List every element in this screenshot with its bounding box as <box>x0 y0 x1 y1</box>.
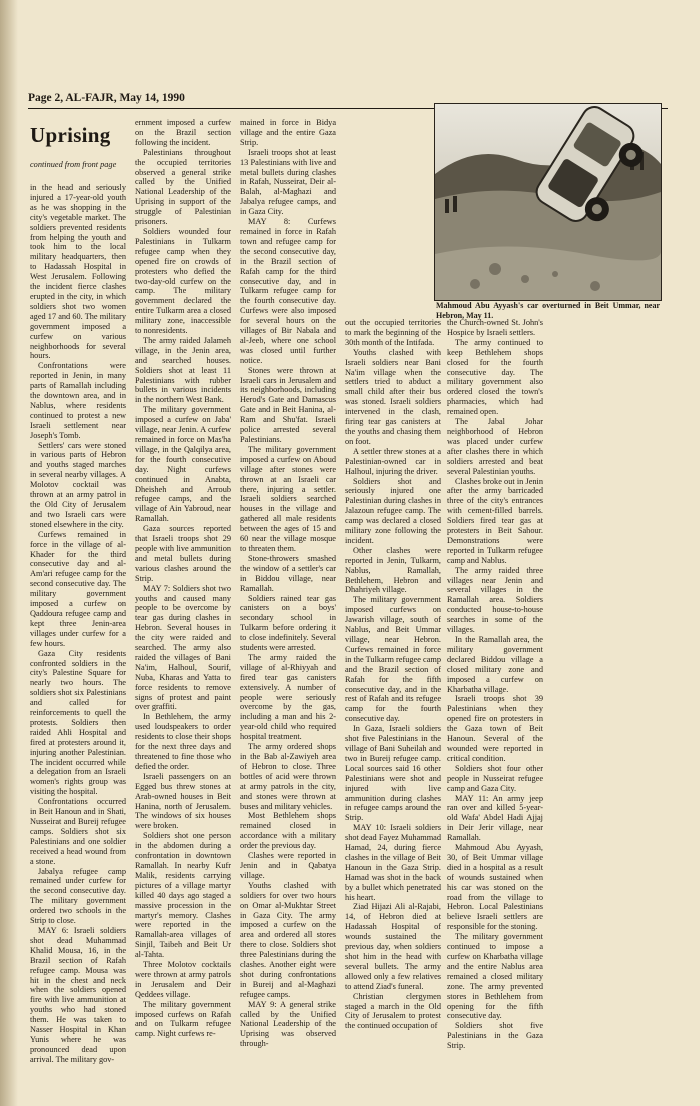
article-paragraph: Settlers' cars were stoned in various parts of Hebron and youths staged marches in several nearby villages. A Molotov cocktail was thrown at an army patrol in the Old City of Jerusalem and two Israeli cars were stoned elsewhere in the city. <box>30 440 126 529</box>
article-paragraph: Israeli passengers on an Egged bus threw stones at Arab-owned houses in Beit Hanina, north of Jerusalem. The windows of six houses were broken. <box>135 771 231 831</box>
article-paragraph: Confrontations occurred in Beit Hanoun and in Shati, Nusseirat and Bureij refugee camps. Soldiers shot six Palestinians and one soldier received a head wound from a stone. <box>30 797 126 866</box>
article-paragraph: Gaza sources reported that Israeli troops shot 29 people with live ammunition and metal bullets during various clashes around the Strip. <box>135 524 231 583</box>
article-paragraph: Clashes broke out in Jenin after the army barricaded three of the city's entrances with cement-filled barrels. Soldiers fired tear gas at protesters in Beit Sahour. Demonstrations were reported in Tulkarm refugee camp and Nablus. <box>447 476 543 565</box>
article-paragraph: A settler threw stones at a Palestinian-owned car in Halhoul, injuring the driver. <box>345 446 441 476</box>
article-paragraph: The military government imposed curfews on Rafah and on Tulkarm refugee camp. Night curfews re- <box>135 999 231 1039</box>
article-paragraph: The army raided three villages near Jenin and several villages in the Ramallah area. Soldiers conducted house-to-house searches in some of the villages. <box>447 565 543 635</box>
car-overturned-photo-icon <box>435 104 661 300</box>
article-paragraph: MAY 9: A general strike called by the Unified National Leadership of the Uprising was observed through- <box>240 999 336 1049</box>
article-paragraph: Youths clashed with soldiers for over two hours on Omar al-Mukhtar Street in Gaza City. The army imposed a curfew on the area and ordered all stores there to close. Soldiers shot three Palestinians during the clashes. Another eight were shot during confrontations in Bureij and al-Maghazi refugee camps. <box>240 880 336 999</box>
article-paragraph: The army ordered shops in the Bab al-Zawiyeh area of Hebron to close. Three bottles of acid were thrown at army patrols in the city, and stones were thrown at buses and military vehicles. <box>240 742 336 811</box>
article-paragraph: Most Bethlehem shops remained closed in accordance with a military order the previous day. <box>240 811 336 851</box>
article-paragraph: Three Molotov cocktails were thrown at army patrols in Jerusalem and Deir Qeddees village. <box>135 960 231 999</box>
article-paragraph: Gaza City residents confronted soldiers in the city's Palestine Square for nearly two hours. The soldiers shot six Palestinians and called for reinforcements to quell the protests. Soldiers then raided Ahli Hospital and fired at protesters around it, injuring another Palestinian. The incident occurred while a delegation from an Israeli women's rights group was visiting the hospital. <box>30 648 126 797</box>
article-paragraph: The army continued to keep Bethlehem shops closed for the fourth consecutive day. The military government also ordered closed the town's pharmacies, which had remained open. <box>447 337 543 417</box>
article-paragraph: Soldiers rained tear gas canisters on a boys' secondary school in Tulkarm before ordering it to close indefinitely. Several students were arrested. <box>240 593 336 653</box>
article-paragraph: Other clashes were reported in Jenin, Tulkarm, Nablus, Ramallah, Bethlehem, Hebron and Dhahriyeh village. <box>345 545 441 595</box>
article-column-3 <box>240 118 336 1104</box>
article-paragraph: Confrontations were reported in Jenin, in many parts of Ramallah including the downtown area, and in Nablus, where residents continued to protest a new Israeli settlement near Joseph's Tomb. <box>30 361 126 440</box>
article-paragraph: out the occupied territories to mark the beginning of the 30th month of the Intifada. <box>345 318 441 347</box>
article-column-2 <box>135 118 231 1104</box>
article-paragraph: Stones were thrown at Israeli cars in Jerusalem and its neighborhoods, including Herod's Gate and Damascus Gate and in Beit Hanina, al-Ram and Shu'fat. Israeli police arrested several Palestinians. <box>240 365 336 444</box>
article-paragraph: in the head and seriously injured a 17-year-old youth as he was shopping in the city's vegetable market. The soldiers prevented residents from helping the youth and took him to the local military headquarters, then to Hadassah Hospital in West Jerusalem. Following the incident fierce clashes erupted in the city, in which soldiers shot two women aged 17 and 60. The military government imposed a curfew on various neighborhoods for several hours. <box>30 183 126 361</box>
article-paragraph: mained in force in Bidya village and the entire Gaza Strip. <box>240 118 336 147</box>
article-paragraph: Clashes were reported in Jenin and in Qabatya village. <box>240 851 336 880</box>
article-paragraph: Youths clashed with Israeli soldiers near Bani Na'im village when the settlers tried to abduct a small child after their bus was stoned. Israeli soldiers intervened in the clash, firing tear gas canisters at the youths and chasing them on foot. <box>345 347 441 446</box>
article-paragraph: MAY 8: Curfews remained in force in Rafah town and refugee camp for the second consecutive day, in the Brazil section of Rafah camp for the third consecutive day, and in Tulkarm refugee camp for the fourth consecutive day. Curfews were also imposed for several hours on the villages of Bir Nabala and al-Jeeb, where one school was closed until further notice. <box>240 217 336 365</box>
page-header: Page 2, AL-FAJR, May 14, 1990 <box>28 92 185 104</box>
article-paragraph: Israeli troops shot at least 13 Palestinians with live and metal bullets during clashes in Rafah, Nusseirat, Deir al-Balah, al-Maghazi and Jabalya refugee camps, and in Gaza City. <box>240 147 336 217</box>
article-paragraph: Stone-throwers smashed the window of a settler's car in Biddou village, near Ramallah. <box>240 553 336 593</box>
article-paragraph: The military government imposed a curfew on Aboud village after stones were thrown at an Israeli car there, injuring a settler. Israeli soldiers searched houses in the village and gathered all male residents between the ages of 15 and 60 near the village mosque to threaten them. <box>240 444 336 553</box>
article-paragraph: Soldiers wounded four Palestinians in Tulkarm refugee camp when they opened fire on crowds of protesters who defied the two-day-old curfew on the camp. The military government declared the entire Tulkarm area a closed military zone, inaccessible to nonresidents. <box>135 226 231 336</box>
page-binding-shadow <box>0 0 18 1106</box>
article-paragraph: In Bethlehem, the army used loudspeakers to order residents to close their shops for the next three days and threatened to fine those who defied the order. <box>135 712 231 771</box>
article-paragraph: The Jabal Johar neighborhood of Hebron was placed under curfew after clashes there in which soldiers arrested and beat several Palestinian youths. <box>447 417 543 476</box>
article-column-4 <box>345 318 441 1104</box>
article-paragraph: In Gaza, Israeli soldiers shot five Palestinians in the village of Bani Suheilah and two in Bureij refugee camp. Local sources said 16 other Palestinians were shot and injured with live ammunition during clashes in refugee camps around the Strip. <box>345 724 441 823</box>
article-paragraph: Ziad Hijazi Ali al-Rajabi, 14, of Hebron died at Hadassah Hospital of wounds sustained the previous day, when soldiers shot him in the head with several bullets. The army allowed only a few relatives to attend Ziad's funeral. <box>345 902 441 991</box>
article-paragraph: Mahmoud Abu Ayyash, 30, of Beit Ummar village died in a hospital as a result of wounds sustained when his car was stoned on the road from the village to Hebron. Local Palestinians believe Israeli settlers are responsible for the stoning. <box>447 843 543 932</box>
article-paragraph: Soldiers shot and seriously injured one Palestinian during clashes in Jalazoun refugee camp. The camp was declared a closed military zone following the incident. <box>345 476 441 545</box>
article-paragraph: Soldiers shot four other people in Nusseirat refugee camp and Gaza City. <box>447 763 543 793</box>
article-paragraph: MAY 10: Israeli soldiers shot dead Fayez Muhammad Hamad, 24, during fierce clashes in the village of Beit Hanoun in the Gaza Strip. Hamad was shot in the back by a bullet which penetrated his heart. <box>345 823 441 902</box>
article-paragraph: The military government continued to impose a curfew on Kharbatha village and the entire Nablus area remained a closed military zone. The army prevented stores in Bethlehem from opening for the fifth consecutive day. <box>447 932 543 1021</box>
article-paragraph: The army raided the village of al-Rhiyyah and fired tear gas canisters extensively. A number of people were seriously overcome by the gas, including a man and his 2-year-old child who required hospital treatment. <box>240 652 336 742</box>
article-paragraph: The army raided Jalameh village, in the Jenin area, and searched houses. Soldiers shot at least 11 Palestinians with rubber bullets in various incidents in the northern West Bank. <box>135 335 231 405</box>
news-photo <box>434 103 662 301</box>
article-paragraph: MAY 7: Soldiers shot two youths and caused many people to be overcome by tear gas during clashes in Hebron. Several houses in the city were raided and searched. The army also raided the villages of Bani Na'im, Halhoul, Sourif, Nuba, Kharas and Yatta to force residents to remove signs of protest and paint over graffiti. <box>135 583 231 712</box>
article-paragraph: Jabalya refugee camp remained under curfew for the second consecutive day. The military government ordered two schools in the Strip to close. <box>30 866 126 926</box>
article-paragraph: The military government imposed a curfew on Jaba' village, near Jenin. A curfew remained in force on Mas'ha village, in the Qalqilya area, for the fourth consecutive day. Night curfews continued in Anabta, Dheisheh and Arroub refugee camps, and the village of Ain Yabroud, near Ramallah. <box>135 405 231 524</box>
article-paragraph: the Church-owned St. John's Hospice by Israeli settlers. <box>447 318 543 337</box>
article-paragraph: Curfews remained in force in the village of al-Khader for the third consecutive day and al-Am'ari refugee camp for the second consecutive day. The military government imposed a curfew on Qaddoura refugee camp and kept three Jenin-area villages under curfew for a few hours. <box>30 529 126 648</box>
photo-caption: Mahmoud Abu Ayyash's car overturned in Beit Ummar, near Hebron, May 11. <box>436 301 660 320</box>
article-paragraph: Soldiers shot one person in the abdomen during a confrontation in downtown Ramallah. In nearby Kufr Malik, residents carrying pictures of a village martyr killed 40 days ago staged a massive procession in the martyr's memory. Clashes were reported in the Ramallah-area villages of Sinjil, Taibeh and Beit Ur al-Tahta. <box>135 831 231 960</box>
article-paragraph: MAY 6: Israeli soldiers shot dead Muhammad Khalid Mousa, 16, in the Brazil section of Rafah refugee camp. Mousa was hit in the chest and neck when the soldiers opened fire with live ammunition at youths who had stoned them. He was taken to Nasser Hospital in Khan Yunis where he was pronounced dead upon arrival. The military gov- <box>30 925 126 1064</box>
continued-note: continued from front page <box>30 160 117 169</box>
article-paragraph: ernment imposed a curfew on the Brazil section following the incident. <box>135 118 231 147</box>
article-paragraph: The military government imposed curfews on Jawarish village, south of Nablus, and Beit Ummar village, near Hebron. Curfews remained in force in the Tulkarm refugee camp and the Brazil section of Rafah for the fifth consecutive day, and in the rest of Rafah and its refugee camp for the fourth consecutive day. <box>345 595 441 724</box>
article-column-1 <box>30 183 126 1103</box>
article-paragraph: Soldiers shot five Palestinians in the Gaza Strip. <box>447 1021 543 1051</box>
article-column-5 <box>447 318 543 1104</box>
article-paragraph: Palestinians throughout the occupied territories observed a general strike called by the Unified National Leadership of the Uprising in support of the struggle of Palestinian prisoners. <box>135 147 231 227</box>
article-paragraph: In the Ramallah area, the military government declared Biddou village a closed military zone and imposed a curfew on Kharbatha village. <box>447 635 543 694</box>
article-paragraph: Christian clergymen staged a march in the Old City of Jerusalem to protest the continued occupation of <box>345 991 441 1031</box>
article-title: Uprising <box>30 123 111 147</box>
article-paragraph: Israeli troops shot 39 Palestinians when they opened fire on protesters in the Gaza town of Beit Hanoun. Several of the wounded were reported in critical condition. <box>447 694 543 763</box>
article-paragraph: MAY 11: An army jeep ran over and killed 5-year-old Wafa' Abdel Hadi Ajjaj in Deir Jerir village, near Ramallah. <box>447 793 543 843</box>
